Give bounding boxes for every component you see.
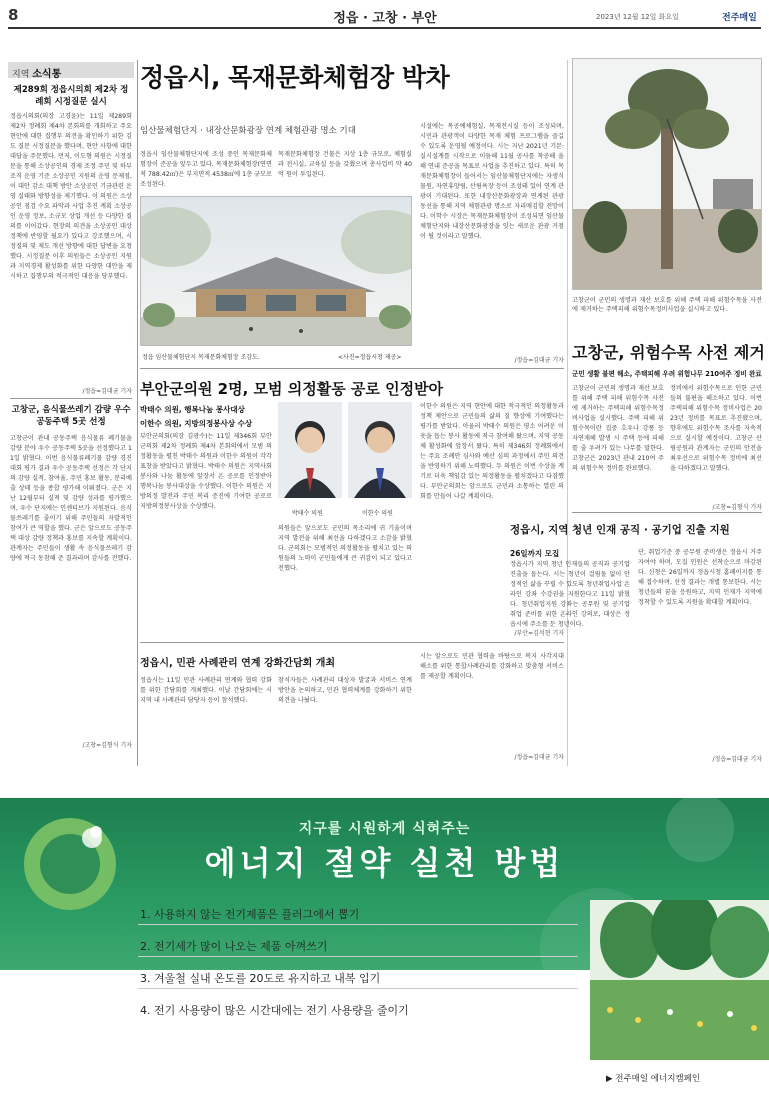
story2-subhead2: 이한수 의원, 지방의정봉사상 수상 [140, 419, 253, 428]
tip-divider-2 [138, 956, 578, 957]
story3-headline: 정읍시, 민관 사례관리 연계 강화간담회 개최 [140, 658, 336, 669]
page-number: 8 [8, 6, 19, 24]
tree-removal-photo [573, 59, 762, 290]
sidebar-story2-body: 고창군이 관내 공동주택 음식물류 폐기물을 감량 분야 우수 공동주택 5곳을 선정했다고 11일 밝혔다. 이번 음식물류폐기물 감량 경진대회 평가 결과 우수 공동주택 선정은 각 단지의 감량 실적, 참여율, 주민 홍보 활동, 분리배출 상태 등을 종합 평가해 이뤄졌다. 군은 지난 12월부터 실적 및 감량 성과를 평가했으며, 우수 단지에는 인센티브가 지원된다. 음식물쓰레기를 줄이기 위해 주민들의 자발적인 참여가 큰 역할을 했다. 군은 앞으로도 공동주택 대상 감량 정책과 홍보를 지속할 계획이다. 관계자는 주민들이 생활 속 음식물쓰레기 감량에 적극 동참해 준 결과라며 감사를 전했다. [10, 435, 132, 562]
sidebar-story2-headline: 고창군, 음식물쓰레기 감량 우수 공동주택 5곳 선정 [11, 405, 131, 427]
story3-byline: /정읍=김대균 기자 [514, 754, 564, 761]
portrait-caption-right: 이한수 의원 [362, 510, 393, 517]
story2-body-col1: 부안군의회(의장 김광수)는 11일 제346회 부안군의회 제2차 정례회 제4차 본회의에서 모범 의정활동을 펼친 박태수 의원과 이한수 의원이 각각 표창을 받았다고 밝혔다. 박태수 의원은 지역사회 봉사와 나눔 활동에 앞장서 온 공로를 인정받아 행복나눔 봉사대상을 수상했다. 이한수 의원은 지방의정 발전과 주민 복리 증진에 기여한 공로로 지방의정봉사상을 수상했다. [140, 433, 272, 510]
story3-body-col2: 참석자들은 사례관리 대상자 발굴과 서비스 연계 방안을 논의하고, 민관 협력체계를 강화하기 위한 의견을 나눴다. [278, 677, 412, 704]
story1-body-col1: 정읍시 임산물체험단지에 조성 중인 목재문화체험장이 준공을 앞두고 있다. 목재문화체험장(연면적 788.42㎡)은 부지면적 4538㎡에 1층 규모로 조성된다. [140, 151, 272, 188]
story2-body-col2: 의원들은 앞으로도 군민의 목소리에 귀 기울이며 지역 발전을 위해 최선을 다하겠다고 소감을 밝혔다. 군의회는 모범적인 의정활동을 펼치고 있는 의원들의 노력이 군민들에게 큰 귀감이 되고 있다고 전했다. [278, 525, 412, 572]
story5-top-rule [572, 512, 762, 513]
story1-photo [140, 196, 412, 346]
story4-photo-caption: 고창군이 군민의 생명과 재산 보호를 위해 주택 피해 위험수목을 사전에 제거하는 주택피해 위험수목정비사업을 실시하고 있다. [572, 297, 762, 313]
story1-photo-credit: <사진=정읍시청 제공> [338, 354, 402, 361]
sidebar-tag-name: 소식통 [32, 69, 62, 80]
story1-headline: 정읍시, 목재문화체험장 박차 [140, 63, 450, 92]
story3-top-rule [140, 642, 564, 643]
issue-date: 2023년 12월 12일 화요일 [596, 13, 679, 21]
energy-tip-4: 4. 전기 사용량이 많은 시간대에는 전기 사용량을 줄이기 [140, 1004, 409, 1017]
councilor-portraits [278, 402, 412, 508]
energy-tip-1: 1. 사용하지 않는 전기제품은 플러그에서 뽑기 [140, 908, 360, 921]
story1-subhead: 임산물체험단지 · 내장산문화광장 연계 체험관광 명소 기대 [140, 126, 356, 136]
banner-landscape [590, 900, 769, 1060]
energy-tip-2: 2. 전기세가 많이 나오는 제품 아껴쓰기 [140, 940, 328, 953]
story1-byline: /정읍=김대균 기자 [514, 357, 564, 364]
story1-photo-caption: 정읍 임산물체험단지 목재문화체험장 조감도. [142, 354, 260, 361]
story5-byline: /정읍=김대균 기자 [712, 756, 762, 763]
sidebar-story1-body: 정읍시의회(의장 고경윤)는 11일 제289회 제2차 정례회 제4차 본회의를 개회하고 주요 현안에 대한 집행부 의견을 확인하기 위한 김도 질문 시정질문을 했다며, 현안 사항에 대한 대답을 주문했다. 먼저, 이도형 의원은 시정질문을 통해 소상공인의 경제 조정 주민 및 하부조직 운영 기준 소상공인 지원의 운영 문제점, 이 대안 감소 대책 방안 소상공인 기금관련 운영 실태와 방향성을 제기했다. 이 의원은 소상공인 점검 수요 파악과 사업 추진 계획 소상공인 운영 정보, 소규모 상업 개선 등 다양한 질의를 이어갔다. 현장의 의견을 소상공인 대상 정책에 반영할 필요가 있다고 강조했으며, 시정질의 및 제도 개선 방향에 대한 답변을 요청했다. 시정질문 이후 의원들은 소상공인 지원과 지역경제 활성화를 위한 다양한 대안을 제시하고 집행부의 적극적인 대응을 당부했다. [10, 113, 132, 280]
story2-body-col3: 이한수 의원은 지역 현안에 대한 적극적인 의정활동과 정책 제안으로 군민들의 삶의 질 향상에 기여했다는 평가를 받았다. 아울러 박태수 의원은 평소 어려운 이웃을 돕는 봉사 활동에 적극 참여해 왔으며, 지역 공동체 활성화에 앞장서 왔다. 특히 제346회 정례회에서는 주요 조례안 심사와 예산 심의 과정에서 주민 의견을 반영하기 위해 노력했다. 두 의원은 이번 수상을 계기로 더욱 책임감 있는 의정활동을 펼치겠다고 다짐했다. 부안군의회는 앞으로도 군민과 소통하는 열린 의회를 만들어 나갈 계획이다. [420, 403, 564, 500]
story4-photo [572, 58, 762, 290]
banner-line2: 에너지 절약 실천 방법 [204, 844, 565, 882]
sidebar-tag [8, 62, 134, 78]
sidebar-tag-region: 지역 [12, 70, 30, 80]
tip-divider-3 [138, 988, 578, 989]
banner-line1: 지구를 시원하게 식혀주는 [298, 821, 471, 837]
story5-body-col1: 정읍시가 지역 청년 인재들의 공직과 공기업 진출을 돕는다. 시는 청년이 걸림돌 없이 안정적인 삶을 꾸릴 수 있도록 청년취업사업 온라인 강좌 수강권을 지원한다고 11일 밝혔다. 청년취업지원 강좌는 공무원 및 공기업 취업 준비를 위한 온라인 강의로, 대상은 정읍시에 주소를 둔 청년이다. [510, 561, 630, 628]
energy-tip-3: 3. 겨울철 실내 온도를 20도로 유지하고 내복 입기 [140, 972, 381, 985]
campaign-label: ▶ 전주매일 에너지캠페인 [606, 1074, 701, 1084]
story4-byline: /고창=김형식 기자 [712, 504, 762, 511]
header-rule [8, 27, 761, 29]
story1-body-col3: 시설에는 목공예체험실, 목재전시실 등이 조성되며, 시민과 관광객이 다양한 목재 체험 프로그램을 즐길 수 있도록 운영될 예정이다. 시는 지난 2021년 기본·실시설계를 시작으로 이듬해 11월 공사를 착공해 올해 연내 준공을 목표로 사업을 추진하고 있다. 특히 목재문화체험장이 들어서는 임산물체험단지에는 자생식물원, 자연휴양림, 산림욕장 등이 조성돼 있어 연계 관광이 기대된다. 또한 내장산문화광장과 연계된 관광 동선을 통해 지역 체험관광 명소로 자리매김할 전망이다. 이학수 시장은 목재문화체험장이 조성되면 임산물체험단지와 내장산문화광장을 잇는 새로운 관광 거점이 될 것이라고 말했다. [420, 123, 564, 240]
story4-headline: 고창군, 위험수목 사전 제거 [572, 343, 765, 362]
portrait-caption-left: 박태수 의원 [292, 510, 323, 517]
sidebar-story2-byline: /고창=김형식 기자 [82, 742, 132, 749]
story3-body-col1: 정읍시는 11일 민관 사례관리 연계와 협력 강화를 위한 간담회를 개최했다. 이날 간담회에는 시 지역 내 사례관리 담당자 등이 참석했다. [140, 677, 272, 704]
story5-body-col2: 단, 취업기준 중 공무원 준비생은 정읍시 거주자여야 하며, 모집 인원은 선착순으로 마감된다. 신청은 26일까지 정읍시청 홈페이지를 통해 접수하며, 선정 결과는 개별 통보한다. 시는 청년들의 꿈을 응원하고, 지역 인재가 지역에 정착할 수 있도록 지원을 확대할 계획이다. [638, 549, 762, 606]
story2-byline: /부안=김석현 기자 [514, 630, 564, 637]
story5-subhead: 26일까지 모집 [510, 549, 560, 558]
story4-body-col2: 정비에서 위험수목으로 인한 군민들의 불편을 해소하고 있다. 이번 주택피해 위험수목 정비사업은 2023년 정비를 목표로 추진됐으며, 향후에도 위험수목 조사를 지속적으로 실시할 예정이다. 고창군 산림공원과 관계자는 군민의 안전을 최우선으로 위험수목 정비에 최선을 다하겠다고 말했다. [670, 385, 762, 472]
sidebar-column-rule [137, 60, 138, 766]
story1-body-col2: 목재문화체험장 건물은 지상 1층 규모로, 체험실과 전시실, 교육실 등을 갖췄으며 총사업비 약 40억 원이 투입된다. [278, 151, 412, 178]
story3-body-col3: 시는 앞으로도 민관 협력을 바탕으로 복지 사각지대 해소를 위한 통합사례관리를 강화하고 맞춤형 서비스를 제공할 계획이다. [420, 653, 564, 680]
story2-portraits [278, 402, 412, 508]
sidebar-divider [10, 398, 132, 399]
newspaper-brand: 전주매일 [722, 13, 757, 23]
section-title: 정읍 · 고창 · 부안 [333, 11, 437, 26]
story5-headline: 정읍시, 지역 청년 인재 공직 · 공기업 진출 지원 [510, 524, 730, 536]
sidebar-story1-headline: 제289회 정읍시의회 제2차 정례회 시정질문 실시 [13, 85, 129, 107]
story2-headline: 부안군의원 2명, 모범 의정활동 공로 인정받아 [140, 380, 444, 398]
forest-illustration [590, 900, 769, 1060]
sidebar-story1-byline: /정읍=김대균 기자 [82, 388, 132, 395]
story2-subhead1: 박태수 의원, 행복나눔 봉사대상 [140, 405, 245, 414]
story2-top-rule [140, 368, 564, 369]
wood-culture-center-rendering [141, 197, 412, 346]
story4-subhead: 군민 생활 불편 해소, 주택피해 우려 위험나무 210여주 정비 완료 [572, 370, 762, 378]
tip-divider-1 [138, 924, 578, 925]
story4-body-col1: 고창군이 군민의 생명과 재산 보호를 위해 주택 피해 위험수목 사전에 제거하는 주택피해 위험수목정비사업을 실시했다. 주택 피해 위험수목이란 집중 호우나 강풍 등 자연재해 발생 시 주택 등에 피해를 줄 우려가 있는 나무를 말한다. 고창군은 2023년 관내 210여 주의 위험수목 정비를 완료했다. [572, 385, 664, 472]
